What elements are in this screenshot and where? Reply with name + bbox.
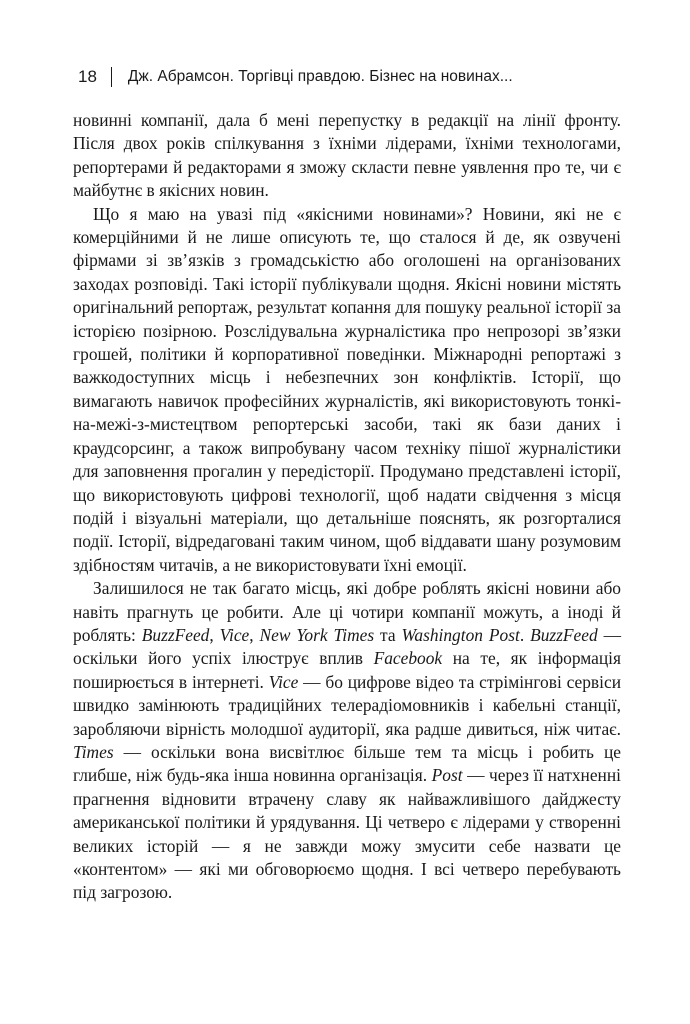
text-run: Залишилося не так багато місць, які добре роблять якісні новини або навіть прагнуть це робити. Але ці чотири компанії можуть, а іноді й роблять: [73, 578, 621, 645]
text-run: та [374, 624, 402, 645]
italic-text: Washington Post [401, 624, 520, 645]
italic-text: Vice [268, 671, 299, 692]
text-run: , [249, 624, 260, 645]
running-title: Дж. Абрамсон. Торгівці правдою. Бізнес на новинах... [127, 68, 513, 85]
text-run: . [519, 624, 531, 645]
italic-text: Vice [219, 624, 250, 645]
italic-text: Facebook [373, 648, 443, 669]
page-number: 18 [78, 67, 97, 86]
italic-text: New York Times [259, 624, 375, 645]
text-run: — бо цифрове відео та стрімінгові сервіси швидко замінюють традиційних телерадіомовників і кабельні станції, заробляючи вірність молодшої аудиторії, яка радше дивиться, ніж читає. [73, 671, 622, 739]
italic-text: Post [431, 765, 463, 786]
text-run: — оскільки його успіх ілюструє вплив [73, 624, 622, 669]
text-run: — оскільки вона висвітлює більше тем та місць і робить це глибше, ніж будь-яка інша новинна організація. [73, 741, 621, 786]
text-run: Що я маю на увазі під «якісними новинами»? Новини, які не є комерційними й не лише описують те, що сталося й де, як озвучені фірмами зі зв’язків з громадськістю або оголошені на організованих заходах розповіді. Такі історії публікували щодня. Якісні новини містять оригінальний репортаж, результат копання для пошуку реальної історії за історією позірною. Розслідувальна журналістика про непрозорі зв’язки грошей, політики й корпоративної поведінки. Міжнародні репортажі з важкодоступних місць і небезпечних зон конфліктів. Історії, що вимагають навичок професійних журналістів, які використовують тонкі-на-межі-з-мистецтвом репортерські засоби, такі як бази даних і краудсорсинг, а також випробувану часом техніку пішої журналістики для заповнення прогалин у передісторії. Продумано представлені історії, що використовують цифрові технології, щоб надати свідчення з місця подій і візуальні матеріали, що детальніше пояснять, як розгорталися події. Історії, відредаговані таким чином, щоб віддавати шану розумовим здібностям читачів, а не використовувати їхні емоції. [73, 203, 621, 575]
body-text [73, 109, 621, 905]
italic-text: BuzzFeed [530, 624, 598, 645]
paragraph [73, 109, 621, 203]
text-run: новинні компанії, дала б мені перепустку в редакції на лінії фронту. Після двох років спілкування з їхніми лідерами, їхніми технологами, репортерами й редакторами я зможу скласти певне уявлення про те, чи є майбутнє в якісних новин. [73, 110, 621, 201]
italic-text: BuzzFeed [141, 624, 210, 645]
paragraph [73, 203, 621, 578]
running-header [78, 64, 618, 90]
text-run: на те, як інформація поширюється в інтернеті. [73, 648, 622, 692]
text-run: — через її натхненні прагнення відновити втрачену славу як найважливішого дайджесту американської політики й урядування. Ці четверо є лідерами у створенні великих історій — я не завжди можу змусити себе назвати це «контентом» — які ми обговорюємо щодня. І всі четверо перебувають під загрозою. [73, 765, 622, 903]
paragraph [73, 577, 621, 905]
text-run: , [209, 624, 220, 645]
italic-text: Times [73, 741, 114, 762]
header-divider [111, 67, 112, 87]
